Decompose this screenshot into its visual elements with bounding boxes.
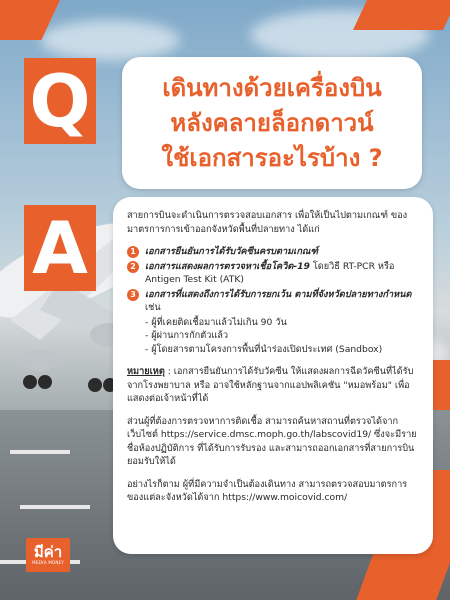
note xyxy=(127,365,423,406)
question-card xyxy=(122,57,422,189)
question-title-line-2: หลังคลายล็อกดาวน์ xyxy=(170,108,374,137)
list-item-text: เอกสารยืนยันการได้รับวัคซีนครบตามเกณฑ์ xyxy=(145,246,319,257)
runway-marking xyxy=(10,450,70,454)
testing-paragraph: ส่วนผู้ที่ต้องการตรวจหาการติดเชื้อ สามารถค้นหาสถานที่ตรวจได้จากเว็บไซต์ https://service.dmsc.moph.go.th/labscovid19/ ซึ่งจะมีรายชื่อห้องปฏิบัติการ ที่ได้รับการรับรอง และสามารถออกเอกสารที่สายการบินยอมรับให้ได้ xyxy=(127,415,417,467)
sub-list-item: - ผู้โดยสารตามโครงการพื้นที่นำร่องเปิดประเทศ (Sandbox) xyxy=(145,343,383,355)
note-label: หมายเหตุ xyxy=(127,366,165,377)
list-item-text xyxy=(145,288,423,315)
number-badge: 3 xyxy=(127,289,139,301)
question-badge: Q xyxy=(24,58,96,144)
runway-marking xyxy=(20,505,90,509)
list-item-rest: เช่น xyxy=(145,302,161,313)
list-item-text xyxy=(145,260,423,287)
list-item-rest: โดยวิธี RT-PCR หรือ Antigen Test Kit (ATK) xyxy=(145,260,395,285)
list-item-emphasis: เอกสารที่แสดงถึงการได้รับการยกเว้น ตามที่จังหวัดปลายทางกำหนด xyxy=(145,288,412,300)
closing-paragraph: อย่างไรก็ตาม ผู้ที่มีความจำเป็นต้องเดินทาง สามารถตรวจสอบมาตรการของแต่ละจังหวัดได้จาก https://www.moicovid.com/ xyxy=(127,478,408,503)
logo-text: มีค่า xyxy=(33,543,63,561)
logo-subtext: MEEKA MONEY xyxy=(32,560,64,565)
decor-stripe xyxy=(353,0,450,30)
answer-badge: A xyxy=(24,205,96,291)
note-text: : เอกสารยืนยันการได้รับวัคซีน ให้แสดงผลการฉีดวัคซีนที่ได้รับจากโรงพยาบาล หรือ อาจใช้หลักฐานจากแอปพลิเคชัน "หมอพร้อม" เพื่อแสดงต่อเจ้าหน้าที่ได้ xyxy=(127,366,414,404)
document-list xyxy=(127,245,423,356)
cloud xyxy=(40,20,180,60)
number-badge: 1 xyxy=(127,246,139,258)
list-item xyxy=(127,288,423,315)
list-item xyxy=(127,260,423,287)
question-title-line-1: เดินทางด้วยเครื่องบิน xyxy=(162,73,382,102)
brand-logo xyxy=(26,538,70,572)
list-item-emphasis: เอกสารแสดงผลการตรวจหาเชื้อโควิด-19 xyxy=(145,260,310,272)
sub-list-item: - ผู้ผ่านการกักตัวแล้ว xyxy=(145,330,229,341)
number-badge: 2 xyxy=(127,261,139,273)
sub-list-item: - ผู้ที่เคยติดเชื้อมาแล้วไม่เกิน 90 วัน xyxy=(145,316,287,328)
answer-card xyxy=(113,197,433,554)
answer-intro: สายการบินจะดำเนินการตรวจสอบเอกสาร เพื่อให้เป็นไปตามเกณฑ์ ของมาตรการการเข้าออกจังหวัดพื้นที่ปลายทาง ได้แก่ xyxy=(127,210,408,235)
question-title-line-3: ใช้เอกสารอะไรบ้าง ? xyxy=(161,143,383,172)
list-item xyxy=(127,245,423,259)
